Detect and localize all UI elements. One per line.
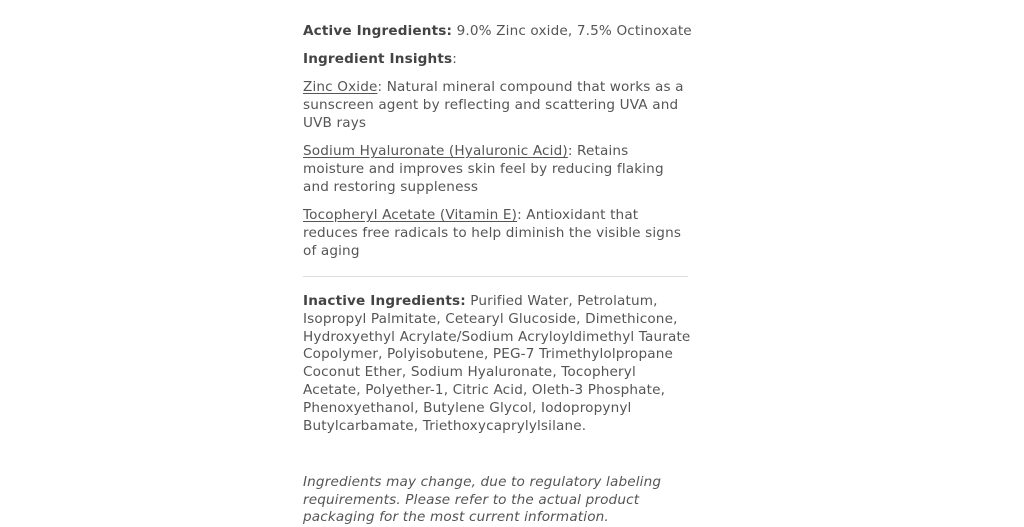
insight-term-sodium-hyaluronate: Sodium Hyaluronate (Hyaluronic Acid) xyxy=(303,143,568,159)
labeling-disclaimer: Ingredients may change, due to regulatory labeling requirements. Please refer to the actual product packaging for the most current information. xyxy=(303,474,662,526)
active-ingredients-label: Active Ingredients: xyxy=(303,23,453,39)
insight-item-tocopheryl-acetate xyxy=(303,206,693,260)
ingredient-insights-label: Ingredient Insights xyxy=(303,51,453,67)
insight-description-sodium-hyaluronate: : Retains moisture and improves skin feel by reducing flaking and restoring suppleness xyxy=(303,143,664,195)
active-ingredients-value: 9.0% Zinc oxide, 7.5% Octinoxate xyxy=(452,23,692,39)
insight-term-tocopheryl-acetate: Tocopheryl Acetate (Vitamin E) xyxy=(303,207,518,223)
section-divider xyxy=(303,276,688,277)
active-ingredients xyxy=(303,22,693,40)
insight-item-sodium-hyaluronate xyxy=(303,142,693,196)
insight-item-zinc-oxide xyxy=(303,78,693,132)
insight-description-tocopheryl-acetate: : Antioxidant that reduces free radicals to help diminish the visible signs of aging xyxy=(303,207,682,259)
inactive-ingredients xyxy=(303,293,693,435)
inactive-ingredients-value: Purified Water, Petrolatum, Isopropyl Palmitate, Cetearyl Glucoside, Dimethicone, Hydroxyethyl Acrylate/Sodium Acryloyldimethyl Taurate Copolymer, Polyisobutene, PEG-7 Trimethylolpropane Coconut Ether, Sodium Hyaluronate, Tocopheryl Acetate, Polyether-1, Citric Acid, Oleth-3 Phosphate, Phenoxyethanol, Butylene Glycol, Iodopropynyl Butylcarbamate, Triethoxycaprylylsilane. xyxy=(303,293,691,434)
insight-description-zinc-oxide: : Natural mineral compound that works as a sunscreen agent by reflecting and scattering UVA and UVB rays xyxy=(303,79,684,131)
ingredient-insights-colon: : xyxy=(452,51,457,67)
ingredients-section xyxy=(303,22,693,527)
insight-term-zinc-oxide: Zinc Oxide xyxy=(303,79,378,95)
inactive-ingredients-block xyxy=(303,293,693,435)
inactive-ingredients-label: Inactive Ingredients: xyxy=(303,293,466,309)
ingredient-insights-heading xyxy=(303,50,693,68)
